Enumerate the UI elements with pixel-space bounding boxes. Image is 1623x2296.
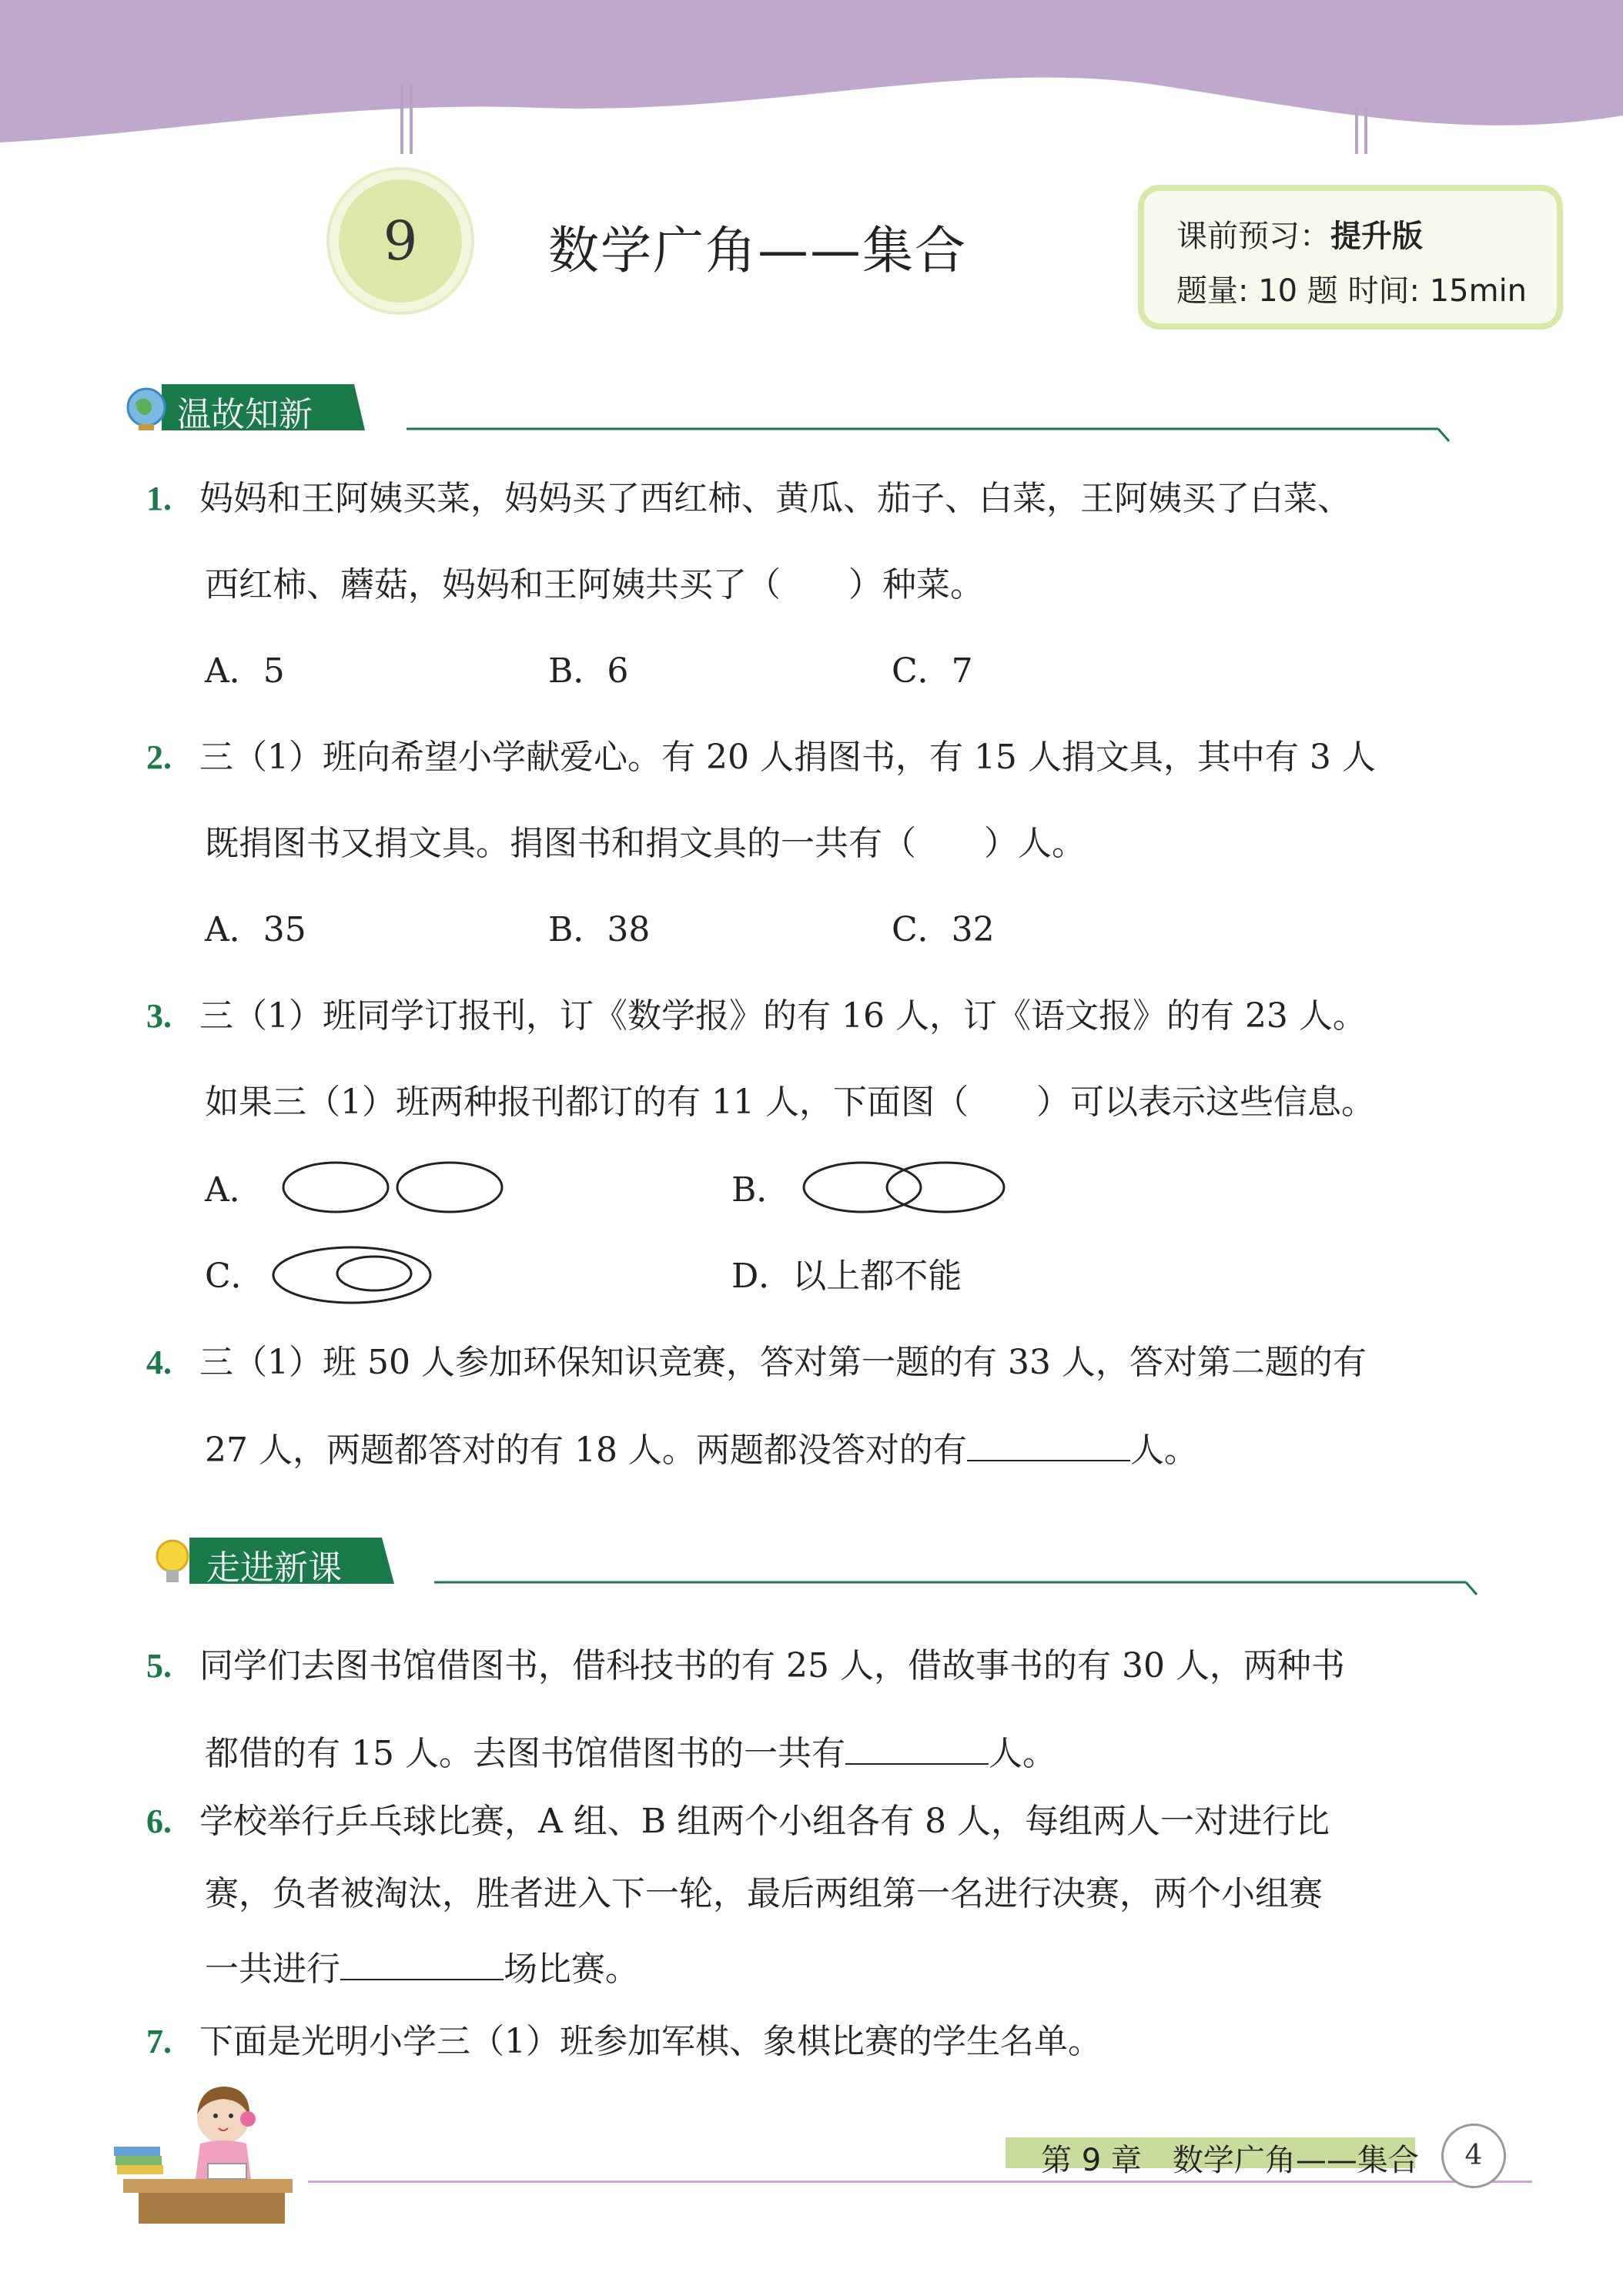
- answer-blank[interactable]: [845, 1729, 989, 1765]
- question-5-line2: 都借的有 15 人。去图书馆借图书的一共有 人。: [205, 1729, 1056, 1777]
- q1-option-b[interactable]: B．6: [548, 651, 629, 691]
- q1-option-c[interactable]: C．7: [892, 651, 973, 691]
- question-3: [146, 993, 1367, 1039]
- chapter-title: 数学广角——集合: [548, 221, 967, 280]
- page-number: 4: [1441, 2124, 1506, 2188]
- q1-option-a[interactable]: A．5: [205, 651, 285, 691]
- header-wave: [0, 0, 1623, 154]
- question-number: 1.: [146, 480, 172, 517]
- question-number: 2.: [146, 738, 172, 776]
- question-6-line2: 赛，负者被淘汰，胜者进入下一轮，最后两组第一名进行决赛，两个小组赛: [205, 1874, 1323, 1913]
- overlapping-ellipses-diagram: [796, 1156, 1027, 1218]
- q3-option-d[interactable]: D．以上都不能: [731, 1257, 962, 1296]
- question-number: 3.: [146, 997, 172, 1035]
- question-text: 下面是光明小学三（1）班参加军棋、象棋比赛的学生名单。: [199, 2022, 1102, 2061]
- question-number: 7.: [146, 2023, 172, 2060]
- question-3-line2: 如果三（1）班两种报刊都订的有 11 人，下面图（ ）可以表示这些信息。: [205, 1083, 1375, 1122]
- answer-blank[interactable]: [340, 1945, 504, 1980]
- question-6: [146, 1799, 1330, 1845]
- preview-level: 提升版: [1330, 219, 1423, 254]
- question-number: 6.: [146, 1802, 172, 1840]
- answer-blank[interactable]: [967, 1426, 1130, 1461]
- q2-option-b[interactable]: B．38: [548, 910, 651, 949]
- question-number: 5.: [146, 1647, 172, 1685]
- q3-option-a[interactable]: A．: [205, 1170, 263, 1210]
- section-banner-new-lesson: [151, 1535, 1483, 1604]
- question-text: 学校举行乒乓球比赛，A 组、B 组两个小组各有 8 人，每组两人一对进行比: [199, 1802, 1330, 1841]
- section-banner-review: [123, 381, 1455, 450]
- question-1: [146, 476, 1351, 522]
- nested-ellipses-diagram: [268, 1241, 436, 1309]
- footer-chapter-label: 第 9 章 数学广角——集合: [1041, 2143, 1419, 2178]
- q2-option-c[interactable]: C．32: [892, 910, 995, 949]
- question-2-line2: 既捐图书又捐文具。捐图书和捐文具的一共有（ ）人。: [205, 824, 1086, 863]
- question-4: [146, 1340, 1367, 1386]
- separate-ellipses-diagram: [279, 1156, 510, 1218]
- preview-label: 课前预习：提升版: [1176, 219, 1423, 254]
- question-7: [146, 2019, 1102, 2065]
- question-text: 三（1）班向希望小学献爱心。有 20 人捐图书，有 15 人捐文具，其中有 3 人: [199, 738, 1376, 777]
- question-1-line2: 西红柿、蘑菇，妈妈和王阿姨共买了（ ）种菜。: [205, 565, 984, 604]
- question-text: 三（1）班 50 人参加环保知识竞赛，答对第一题的有 33 人，答对第二题的有: [199, 1343, 1367, 1382]
- question-text: 妈妈和王阿姨买菜，妈妈买了西红柿、黄瓜、茄子、白菜，王阿姨买了白菜、: [199, 479, 1351, 518]
- preview-count: 题量: 10 题 时间: 15min: [1176, 273, 1528, 309]
- student-illustration: [108, 2063, 323, 2225]
- question-number: 4.: [146, 1344, 172, 1381]
- section-title-review: 温故知新: [177, 395, 313, 434]
- q3-option-c[interactable]: C．: [205, 1257, 265, 1296]
- question-4-line2: 27 人，两题都答对的有 18 人。两题都没答对的有 人。: [205, 1426, 1198, 1474]
- question-5: [146, 1643, 1345, 1689]
- q2-option-a[interactable]: A．35: [205, 910, 306, 949]
- chapter-number: 9: [383, 209, 418, 273]
- question-text: 三（1）班同学订报刊，订《数学报》的有 16 人，订《语文报》的有 23 人。: [199, 996, 1367, 1036]
- question-2: [146, 735, 1376, 781]
- question-text: 同学们去图书馆借图书，借科技书的有 25 人，借故事书的有 30 人，两种书: [199, 1646, 1345, 1685]
- q3-option-b[interactable]: B．: [731, 1170, 791, 1210]
- section-title-new-lesson: 走进新课: [206, 1548, 342, 1588]
- question-6-line3: 一共进行 场比赛。: [205, 1945, 639, 1993]
- footer-line: [308, 2181, 1532, 2183]
